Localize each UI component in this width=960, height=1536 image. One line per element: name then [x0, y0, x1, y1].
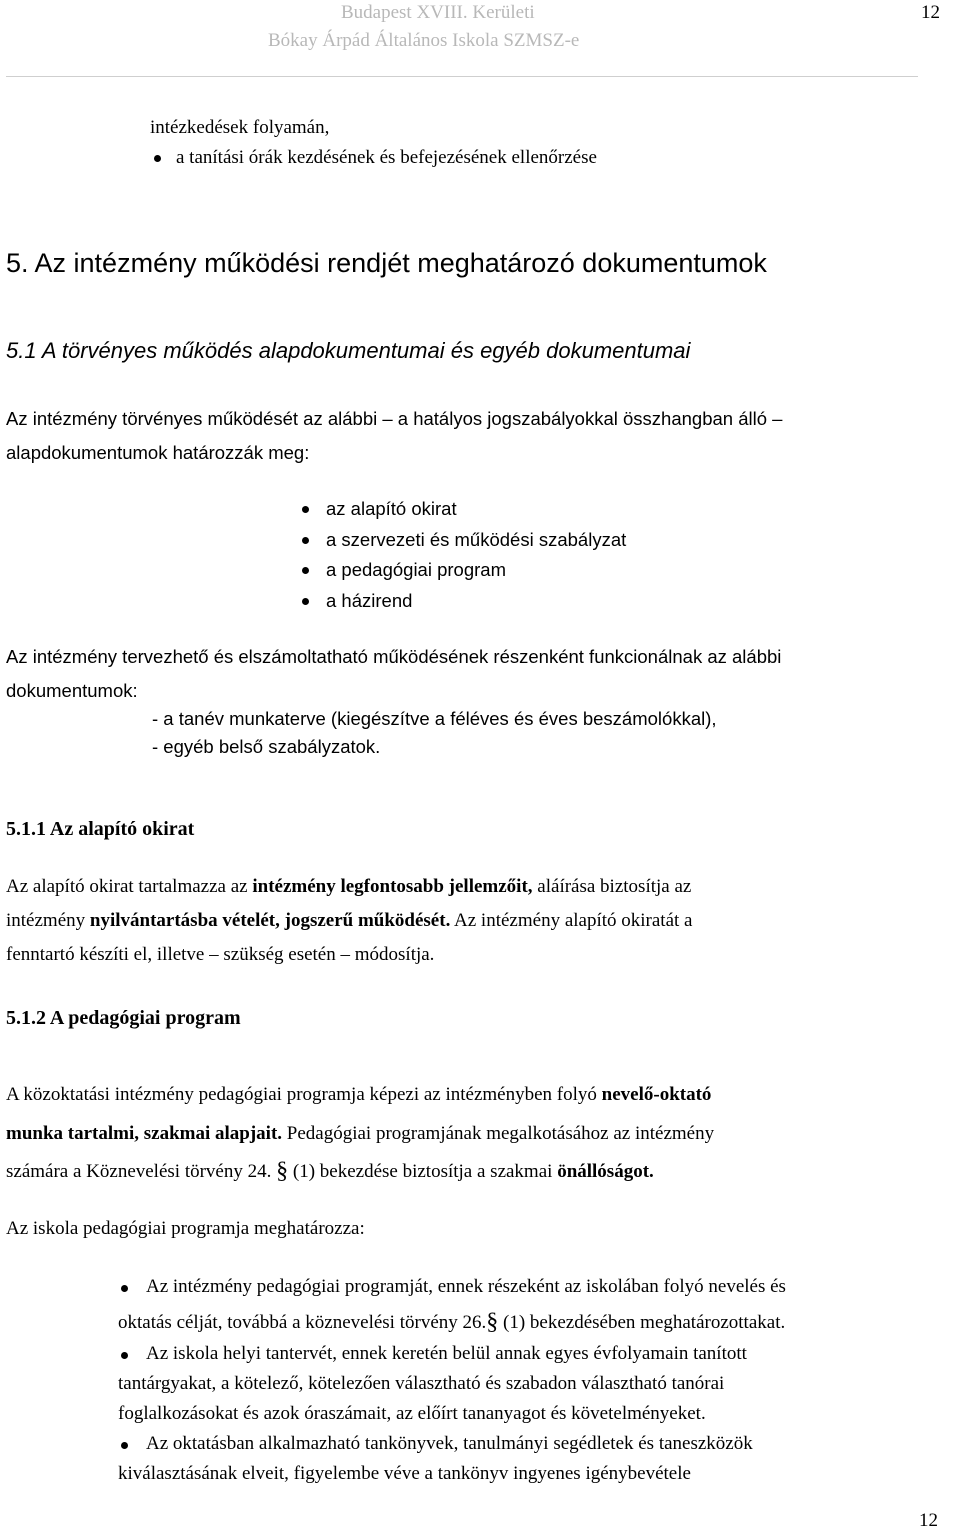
intro-bullet: a tanítási órák kezdésének és befejezésének ellenőrzése — [176, 147, 597, 168]
doc-list-item: az alapító okirat — [326, 498, 457, 519]
program-bullet-2-line3: foglalkozásokat és azok óraszámait, az előírt tananyagot és követelményeket. — [118, 1403, 706, 1424]
section-5-1-1-line1: Az alapító okirat tartalmazza az intézmény legfontosabb jellemzőit, aláírása biztosítja az — [6, 876, 692, 897]
program-bullet-3-line2: kiválasztásának elveit, figyelembe véve a tankönyv ingyenes igénybevétele — [118, 1463, 691, 1484]
section-5-1-1-line2: intézmény nyilvántartásba vételét, jogszerű működését. Az intézmény alapító okiratát a — [6, 910, 693, 931]
intro-line: intézkedések folyamán, — [150, 117, 330, 138]
section-5-1-para-line2: alapdokumentumok határozzák meg: — [6, 442, 310, 463]
dash-list-item: - egyéb belső szabályzatok. — [152, 736, 381, 757]
dash-list-item: - a tanév munkaterve (kiegészítve a féléves és éves beszámolókkal), — [152, 708, 717, 729]
bullet-icon — [154, 155, 161, 162]
section-5-1-2-lead: Az iskola pedagógiai programja meghatározza: — [6, 1218, 365, 1239]
header-page-number: 12 — [921, 2, 940, 23]
program-bullet-2-line2: tantárgyakat, a kötelező, kötelezően választható és szabadon választható tanórai — [118, 1373, 725, 1394]
bullet-icon — [121, 1352, 128, 1359]
header-divider — [6, 76, 918, 77]
doc-list-item: a szervezeti és működési szabályzat — [326, 529, 627, 550]
section-5-1-2-heading: 5.1.2 A pedagógiai program — [6, 1007, 241, 1029]
bullet-icon — [121, 1442, 128, 1449]
doc-list-item: a házirend — [326, 590, 413, 611]
header-school-name: Bókay Árpád Általános Iskola SZMSZ-e — [268, 30, 580, 51]
section-5-heading: 5. Az intézmény működési rendjét meghatározó dokumentumok — [6, 248, 767, 278]
section-5-1-2-line3: számára a Köznevelési törvény 24. § (1) bekezdése biztosítja a szakmai önállóságot. — [6, 1158, 654, 1184]
program-bullet-2-line1: Az iskola helyi tantervét, ennek keretén belül annak egyes évfolyamain tanított — [146, 1343, 747, 1364]
program-bullet-1-line1: Az intézmény pedagógiai programját, ennek részeként az iskolában folyó nevelés és — [146, 1276, 786, 1297]
doc-list-item: a pedagógiai program — [326, 559, 506, 580]
section-5-1-para2-line1: Az intézmény tervezhető és elszámoltatható működésének részenként funkcionálnak az alábbi — [6, 646, 782, 667]
section-5-1-para2-line2: dokumentumok: — [6, 680, 138, 701]
bullet-icon — [121, 1285, 128, 1292]
section-5-1-1-line3: fenntartó készíti el, illetve – szükség esetén – módosítja. — [6, 944, 435, 965]
footer-page-number: 12 — [919, 1510, 938, 1531]
bullet-icon — [302, 598, 309, 605]
section-5-1-1-heading: 5.1.1 Az alapító okirat — [6, 818, 195, 840]
bullet-icon — [302, 567, 309, 574]
bullet-icon — [302, 537, 309, 544]
section-5-1-2-line1: A közoktatási intézmény pedagógiai programja képezi az intézményben folyó nevelő-oktató — [6, 1084, 712, 1105]
section-5-1-heading: 5.1 A törvényes működés alapdokumentumai és egyéb dokumentumai — [6, 338, 691, 363]
bullet-icon — [302, 506, 309, 513]
program-bullet-3-line1: Az oktatásban alkalmazható tankönyvek, tanulmányi segédletek és taneszközök — [146, 1433, 753, 1454]
program-bullet-1-line2: oktatás célját, továbbá a köznevelési törvény 26.§ (1) bekezdésében meghatározottakat. — [118, 1309, 786, 1335]
header-school-district: Budapest XVIII. Kerületi — [341, 2, 535, 23]
section-5-1-2-line2: munka tartalmi, szakmai alapjait. Pedagógiai programjának megalkotásához az intézmény — [6, 1123, 715, 1144]
section-5-1-para-line1: Az intézmény törvényes működését az alábbi – a hatályos jogszabályokkal összhangban álló – — [6, 408, 783, 429]
